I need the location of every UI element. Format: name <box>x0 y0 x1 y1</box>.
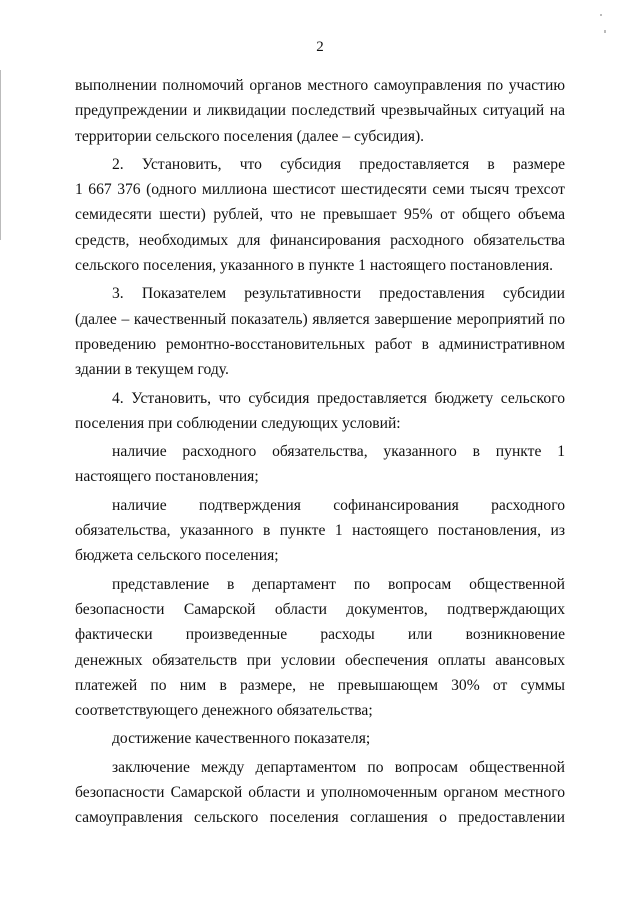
text-line: безопасности Самарской области и уполномоченным органом местного <box>75 784 565 802</box>
paragraph <box>75 152 565 278</box>
text-line: семидесяти шести) рублей, что не превышает 95% от общего объема <box>75 206 565 224</box>
text-line: представление в департамент по вопросам общественной <box>112 575 565 593</box>
paragraph <box>75 755 565 831</box>
paragraph <box>75 73 565 149</box>
text-line: платежей по ним в размере, не превышающем 30% от суммы <box>75 676 565 694</box>
scan-edge-mark <box>0 70 1 240</box>
text-line: соответствующего денежного обязательства; <box>75 702 373 720</box>
text-line: фактически произведенные расходы или возникновение <box>75 626 565 644</box>
text-line: проведению ремонтно-восстановительных работ в административном <box>75 335 565 353</box>
paragraph <box>75 439 565 490</box>
text-line: (далее – качественный показатель) является завершение мероприятий по <box>75 310 565 328</box>
text-line: 4. Установить, что субсидия предоставляется бюджету сельского <box>112 389 565 407</box>
paragraph <box>75 281 565 382</box>
scan-speck <box>600 14 602 16</box>
text-line: обязательства, указанного в пункте 1 настоящего постановления, из <box>75 522 565 540</box>
text-line: безопасности Самарской области документов, подтверждающих <box>75 600 565 618</box>
text-line: достижение качественного показателя; <box>112 730 371 748</box>
text-line: предупреждении и ликвидации последствий чрезвычайных ситуаций на <box>75 102 565 120</box>
text-line: здании в текущем году. <box>75 361 229 379</box>
text-line: выполнении полномочий органов местного самоуправления по участию <box>75 77 565 94</box>
page-number: 2 <box>316 39 324 55</box>
document-body <box>75 73 565 831</box>
paragraph <box>75 493 565 569</box>
text-line: 3. Показателем результативности предоставления субсидии <box>112 285 565 303</box>
paragraph <box>75 572 565 724</box>
text-line: 2. Установить, что субсидия предоставляется в размере <box>112 155 565 173</box>
text-line: наличие расходного обязательства, указанного в пункте 1 <box>112 443 565 461</box>
text-line: сельского поселения, указанного в пункте 1 настоящего постановления. <box>75 257 554 275</box>
text-line: денежных обязательств при условии обеспечения оплаты авансовых <box>75 651 565 669</box>
text-line: средств, необходимых для финансирования расходного обязательства <box>75 231 565 249</box>
paragraph <box>75 726 565 751</box>
scan-speck <box>604 30 606 33</box>
paragraph <box>75 386 565 437</box>
text-line: поселения при соблюдении следующих условий: <box>75 414 401 432</box>
text-line: настоящего постановления; <box>75 468 259 486</box>
text-line: 1 667 376 (одного миллиона шестисот шестидесяти семи тысяч трехсот <box>75 181 565 199</box>
text-line: заключение между департаментом по вопросам общественной <box>112 758 565 776</box>
text-line: самоуправления сельского поселения соглашения о предоставлении <box>75 809 565 827</box>
text-line: территории сельского поселения (далее – субсидия). <box>75 127 425 145</box>
text-line: наличие подтверждения софинансирования расходного <box>112 496 565 514</box>
text-line: бюджета сельского поселения; <box>75 547 279 565</box>
